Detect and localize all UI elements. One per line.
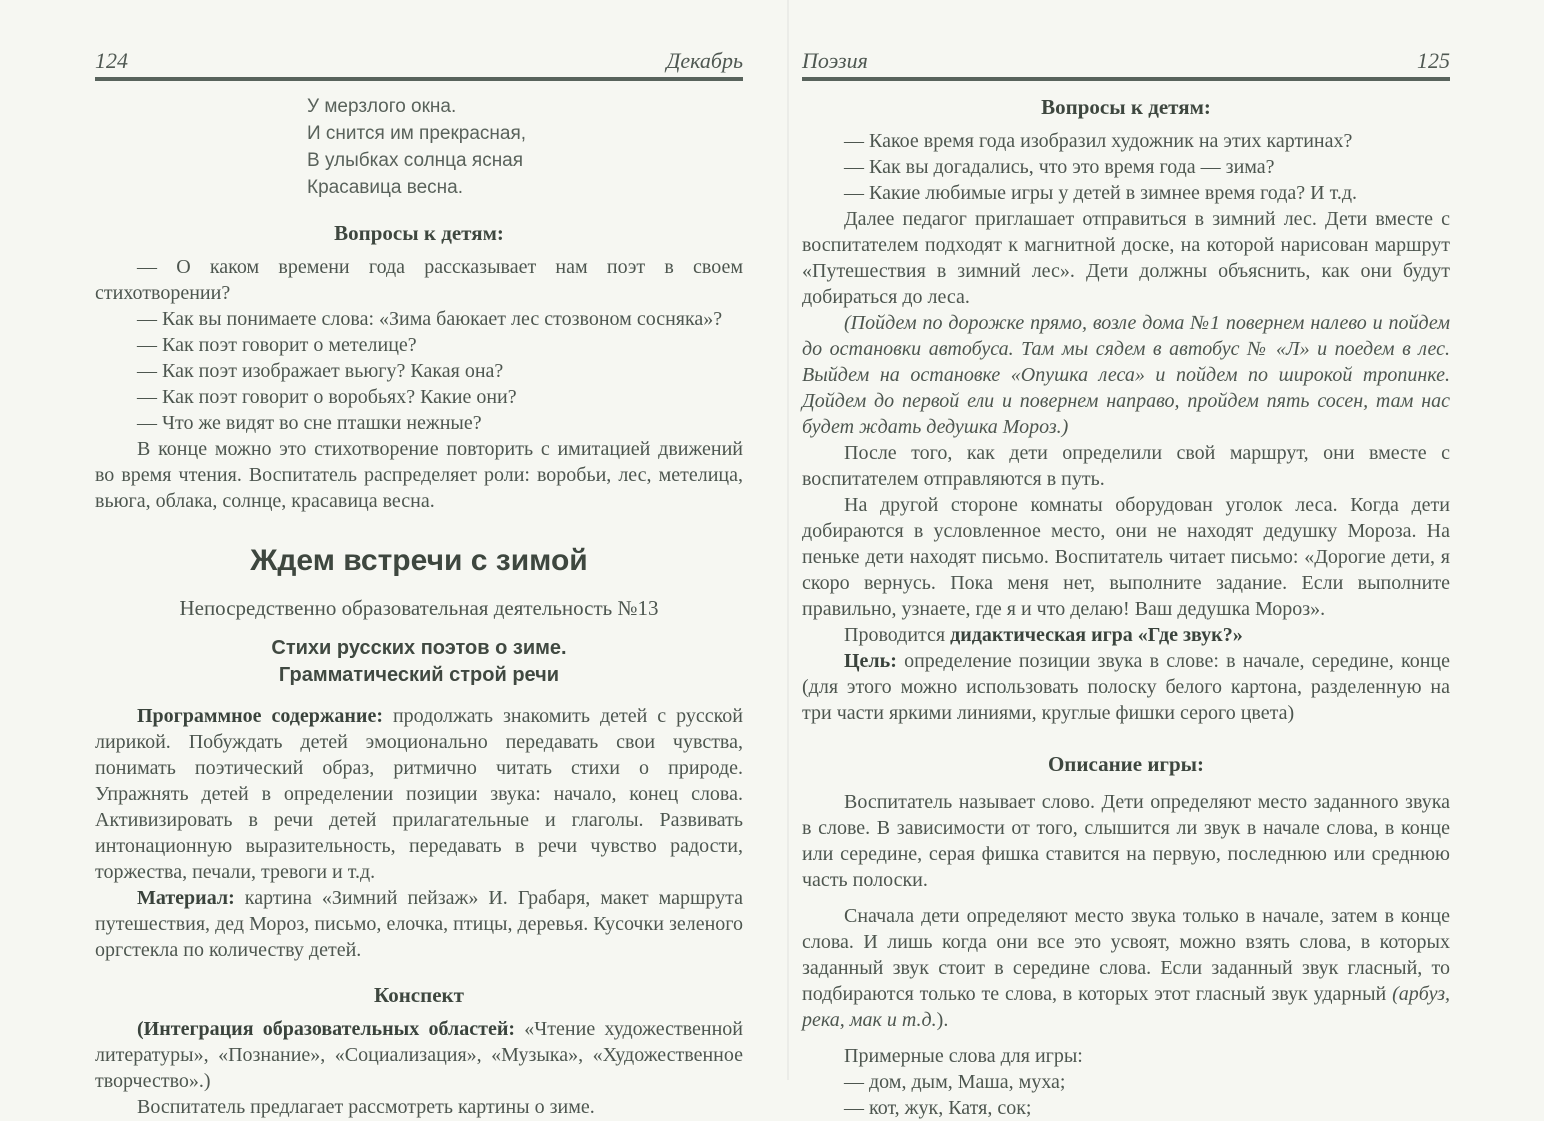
game-intro-text: Проводится: [844, 624, 951, 646]
examples-intro: Примерные слова для игры:: [844, 1045, 1083, 1067]
running-title-left: Декабрь: [666, 48, 743, 73]
questions-heading-right: Вопросы к детям:: [1041, 95, 1211, 119]
poem-line: И снится им прекрасная,: [307, 123, 527, 144]
program-text: продолжать знакомить детей с русской лирикой. Побуждать детей эмоционально передавать свои чувства, понимать поэтический образ, ритмично читать стихи о природе. Упражнять детей в определении позиции звука: начало, конец слова. Активизировать в речи детей прилагательные и глаголы. Развивать интонационную выразительность, передавать в речи чувство радости, торжества, печали, тревоги и т.д.: [95, 705, 743, 883]
question-item: — Какое время года изобразил художник на этих картинах?: [844, 130, 1353, 152]
running-title-right: Поэзия: [802, 48, 868, 73]
example-words-item: — кот, жук, Катя, сок;: [844, 1097, 1032, 1119]
question-item: — Как вы догадались, что это время года — зима?: [844, 156, 1275, 178]
question-item: — О каком времени года рассказывает нам поэт в своем стихотворении?: [95, 256, 743, 304]
paragraph-goal: [802, 648, 1450, 726]
paragraph-imitation: В конце можно это стихотворение повторить с имитацией движений во время чтения. Воспитатель распределяет роли: воробьи, лес, метелица, вьюга, облака, солнце, красавица весна.: [95, 438, 743, 512]
paragraph-program: [95, 703, 743, 885]
lesson-topic-line: Стихи русских поэтов о зиме.: [271, 637, 567, 659]
running-head-left: [95, 0, 743, 74]
paragraph-material: [95, 885, 743, 963]
questions-heading-left: Вопросы к детям:: [334, 221, 504, 245]
header-rule-left: [95, 77, 743, 81]
poem-block: [307, 93, 743, 201]
game-rules-end: ).: [936, 1009, 949, 1031]
header-rule-right: [802, 77, 1450, 81]
example-words-item: — дом, дым, Маша, муха;: [844, 1071, 1066, 1093]
paragraph-after-route: После того, как дети определили свой маршрут, они вместе с воспитателем отправляются в путь.: [802, 442, 1450, 490]
konspekt-heading: Конспект: [374, 983, 464, 1007]
paragraph-game-rules-1: Воспитатель называет слово. Дети определяют место заданного звука в слове. В зависимости от того, слышится ли звук в начале слова, в конце или середине, серая фишка ставится на первую, последнюю или среднюю часть полоски.: [802, 791, 1450, 891]
paragraph-game-rules-2: [802, 903, 1450, 1033]
material-label: Материал:: [137, 887, 235, 909]
page-number-left: 124: [95, 48, 128, 73]
question-item: — Что же видят во сне пташки нежные?: [137, 412, 482, 434]
material-text: картина «Зимний пейзаж» И. Грабаря, макет маршрута путешествия, дед Мороз, письмо, елочка, птицы, деревья. Кусочки зеленого оргстекла по количеству детей.: [95, 887, 743, 961]
section-title: Ждем встречи с зимой: [250, 544, 588, 577]
game-rules-examples: (арбуз, река, мак и т.д.: [802, 983, 1450, 1031]
paragraph-final-left: Воспитатель предлагает рассмотреть картины о зиме.: [137, 1096, 595, 1118]
page-125: [802, 0, 1450, 1119]
paragraph-route-intro: Далее педагог приглашает отправиться в зимний лес. Дети вместе с воспитателем подходят к магнитной доске, на которой нарисован маршрут «Путешествия в зимний лес». Дети должны объяснить, как они будут добираться до леса.: [802, 208, 1450, 308]
paragraph-forest-corner: На другой стороне комнаты оборудован уголок леса. Когда дети добираются в условленное место, они не находят дедушку Мороза. На пеньке дети находят письмо. Воспитатель читает письмо: «Дорогие дети, я скоро вернусь. Пока меня нет, выполните задание. Если выполните правильно, узнаете, где я и что делаю! Ваш дедушка Мороз».: [802, 494, 1450, 620]
paragraph-route-directions: (Пойдем по дорожке прямо, возле дома №1 повернем налево и пойдем до остановки автобуса. Там мы сядем в автобус № «Л» и поедем в лес. Выйдем на остановке «Опушка леса» и пойдем по широкой тропинке. Дойдем до первой ели и повернем направо, пройдем пять сосен, там нас будет ждать дедушка Мороз.): [802, 312, 1450, 438]
question-item: — Как поэт говорит о воробьях? Какие они?: [137, 386, 517, 408]
game-description-heading: Описание игры:: [1047, 752, 1205, 776]
poem-line: Красавица весна.: [307, 177, 463, 198]
question-item: — Как поэт изображает вьюгу? Какая она?: [137, 360, 504, 382]
poem-line: У мерзлого окна.: [307, 96, 457, 117]
question-item: — Как поэт говорит о метелице?: [137, 334, 417, 356]
goal-text: определение позиции звука в слове: в начале, середине, конце (для этого можно использовать полоску белого картона, разделенную на три части яркими линиями, круглые фишки серого цвета): [802, 650, 1450, 724]
page-number-right: 125: [1417, 48, 1450, 73]
page-124: [95, 0, 743, 1118]
game-title: дидактическая игра «Где звук?»: [950, 624, 1243, 646]
integration-text: «Чтение художественной литературы», «Познание», «Социализация», «Музыка», «Художественное творчество».): [95, 1018, 743, 1092]
lesson-topic-line: Грамматический строй речи: [278, 664, 560, 686]
lesson-topic: [95, 635, 743, 689]
question-item: — Какие любимые игры у детей в зимнее время года? И т.д.: [844, 182, 1357, 204]
program-label: Программное содержание:: [137, 705, 383, 727]
integration-label: (Интеграция образовательных областей:: [137, 1018, 516, 1040]
page-gutter-shadow: [787, 0, 789, 1080]
game-rules-text: Сначала дети определяют место звука только в начале, затем в конце слова. И лишь когда они все это усвоят, можно взять слова, в которых заданный звук стоит в середине слова. Если заданный звук гласный, то подбираются только те слова, в которых этот гласный звук ударный: [802, 905, 1450, 1005]
paragraph-integration: [95, 1016, 743, 1094]
question-item: — Как вы понимаете слова: «Зима баюкает лес стозвоном сосняка»?: [137, 308, 723, 330]
paragraph-game-intro: [802, 622, 1450, 648]
goal-label: Цель:: [844, 650, 897, 672]
running-head-right: [802, 0, 1450, 74]
section-subtitle: Непосредственно образовательная деятельность №13: [179, 596, 659, 620]
poem-line: В улыбках солнца ясная: [307, 150, 524, 171]
